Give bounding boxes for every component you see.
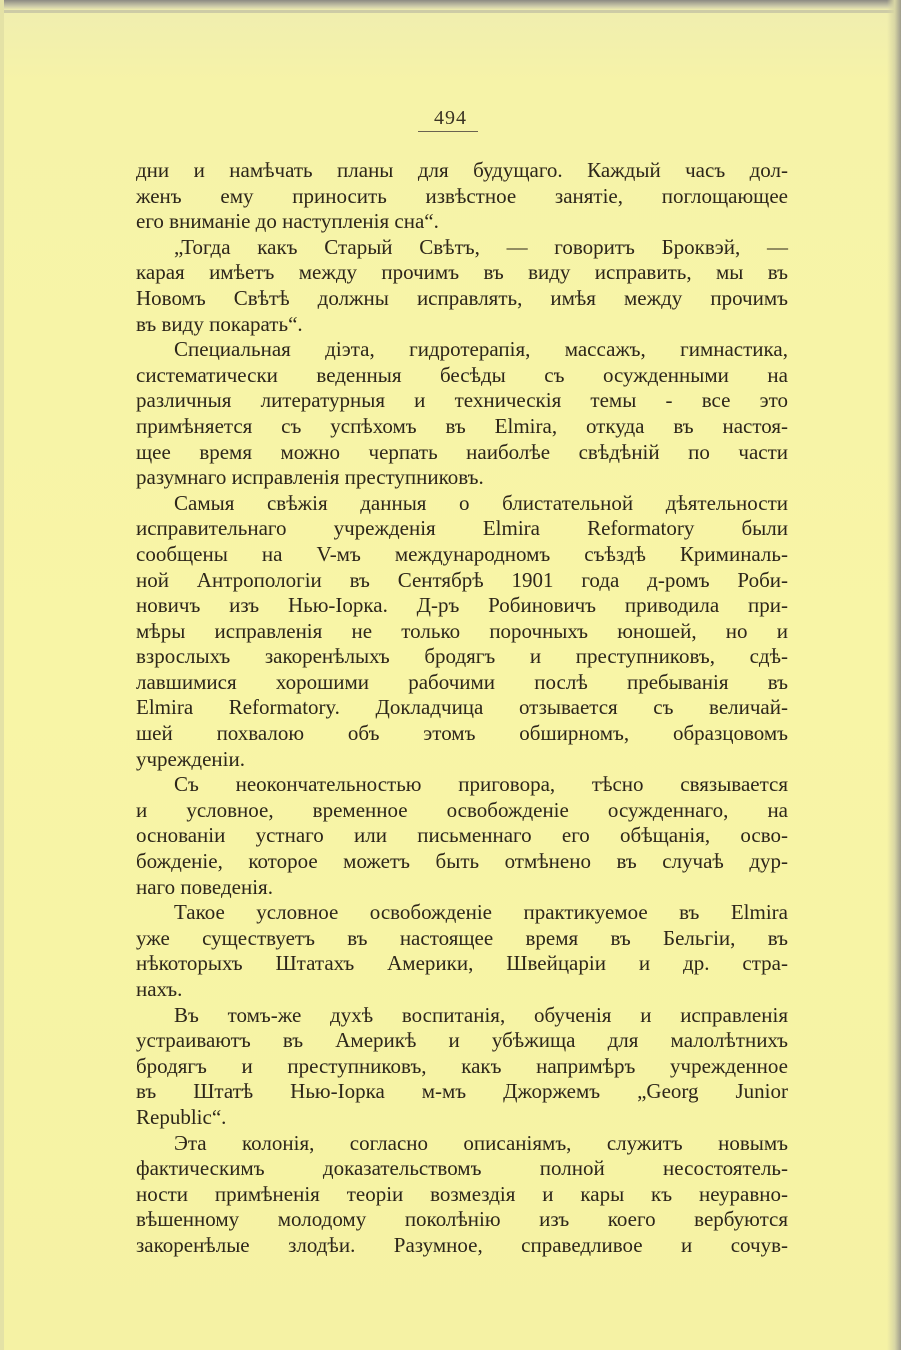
text-line: Новомъ Свѣтѣ должны исправлять, имѣя между прочимъ bbox=[136, 285, 788, 310]
text-line: его вниманіе до наступленія сна“. bbox=[136, 209, 439, 234]
text-line: карая имѣетъ между прочимъ въ виду исправить, мы въ bbox=[136, 260, 788, 285]
text-line: нахъ. bbox=[136, 977, 183, 1001]
text-line: въ виду покарать“. bbox=[136, 311, 303, 336]
text-line: мѣры исправленія не только порочныхъ юношей, но и bbox=[136, 618, 788, 643]
text-line: ности примѣненія теоріи возмездія и кары къ неуравно- bbox=[136, 1181, 788, 1206]
text-line: Самыя свѣжія данныя о блистательной дѣятельности bbox=[174, 490, 788, 515]
text-line: систематически веденныя бесѣды съ осужденными на bbox=[136, 362, 788, 387]
page-left-edge bbox=[0, 0, 4, 1350]
text-line: вѣшенному молодому поколѣнію изъ коего вербуются bbox=[136, 1207, 788, 1232]
page-number: 494 bbox=[434, 107, 467, 129]
text-line: бродягъ и преступниковъ, какъ напримѣръ учрежденное bbox=[136, 1053, 788, 1078]
page-right-edge bbox=[887, 0, 901, 1350]
text-line: фактическимъ доказательствомъ полной несостоятель- bbox=[136, 1156, 788, 1181]
text-line: Въ томъ-же духѣ воспитанія, обученія и исправленія bbox=[174, 1002, 788, 1027]
text-line: Такое условное освобожденіе практикуемое въ Elmira bbox=[174, 900, 788, 925]
text-line: нѣкоторыхъ Штатахъ Америки, Швейцаріи и др. стра- bbox=[136, 951, 788, 976]
text-line: дни и намѣчать планы для будущаго. Каждый часъ дол- bbox=[136, 158, 788, 182]
text-line: въ Штатѣ Нью-Іорка м-мъ Джоржемъ „Georg Junior bbox=[136, 1079, 788, 1104]
text-line: наго поведенія. bbox=[136, 874, 273, 899]
text-line: Elmira Reformatory. Докладчица отзывается съ величай- bbox=[136, 695, 788, 720]
text-line: взрослыхъ закоренѣлыхъ бродягъ и преступниковъ, сдѣ- bbox=[136, 644, 788, 669]
text-line: сообщены на V-мъ международномъ съѣздѣ Криминаль- bbox=[136, 541, 788, 566]
text-line: щее время можно черпать наиболѣе свѣдѣній по части bbox=[136, 439, 788, 464]
text-line: Съ неокончательностью приговора, тѣсно связывается bbox=[174, 772, 788, 797]
text-line: примѣняется съ успѣхомъ въ Elmira, откуда въ настоя- bbox=[136, 413, 788, 438]
text-line: закоренѣлые злодѣи. Разумное, справедливое и сочув- bbox=[136, 1232, 788, 1257]
text-line: Специальная діэта, гидротерапія, массажъ, гимнастика, bbox=[174, 337, 788, 362]
text-line: „Тогда какъ Старый Свѣтъ, — говоритъ Броквэй, — bbox=[174, 234, 788, 259]
text-line: божденіе, которое можетъ быть отмѣнено въ случаѣ дур- bbox=[136, 849, 788, 874]
text-line: устраиваютъ въ Америкѣ и убѣжища для малолѣтнихъ bbox=[136, 1028, 788, 1053]
body-text bbox=[136, 158, 788, 1259]
page-top-rule bbox=[0, 10, 901, 13]
text-line: шей похвалою объ этомъ обширномъ, образцовомъ bbox=[136, 721, 788, 746]
page-top-edge bbox=[0, 0, 901, 10]
text-line: лавшимися хорошими рабочими послѣ пребыванія въ bbox=[136, 669, 788, 694]
text-line: уже существуетъ въ настоящее время въ Бельгіи, въ bbox=[136, 925, 788, 950]
text-line: женъ ему приносить извѣстное занятіе, поглощающее bbox=[136, 183, 788, 208]
text-line: основаніи устнаго или письменнаго его обѣщанія, осво- bbox=[136, 823, 788, 848]
text-line: и условное, временное освобожденіе осужденнаго, на bbox=[136, 797, 788, 822]
text-line: разумнаго исправленія преступниковъ. bbox=[136, 465, 484, 490]
text-line: ной Антропологіи въ Сентябрѣ 1901 года д-ромъ Роби- bbox=[136, 567, 788, 592]
text-line: Republic“. bbox=[136, 1104, 227, 1129]
page-number-underline bbox=[418, 131, 478, 132]
text-line: различныя литературныя и техническія темы - все это bbox=[136, 388, 788, 413]
text-line: учрежденіи. bbox=[136, 746, 245, 771]
text-line: новичъ изъ Нью-Іорка. Д-ръ Робиновичъ приводила при- bbox=[136, 593, 788, 618]
text-line: исправительнаго учрежденія Elmira Reformatory были bbox=[136, 516, 788, 541]
text-line: Эта колонія, согласно описаніямъ, служитъ новымъ bbox=[174, 1130, 788, 1155]
